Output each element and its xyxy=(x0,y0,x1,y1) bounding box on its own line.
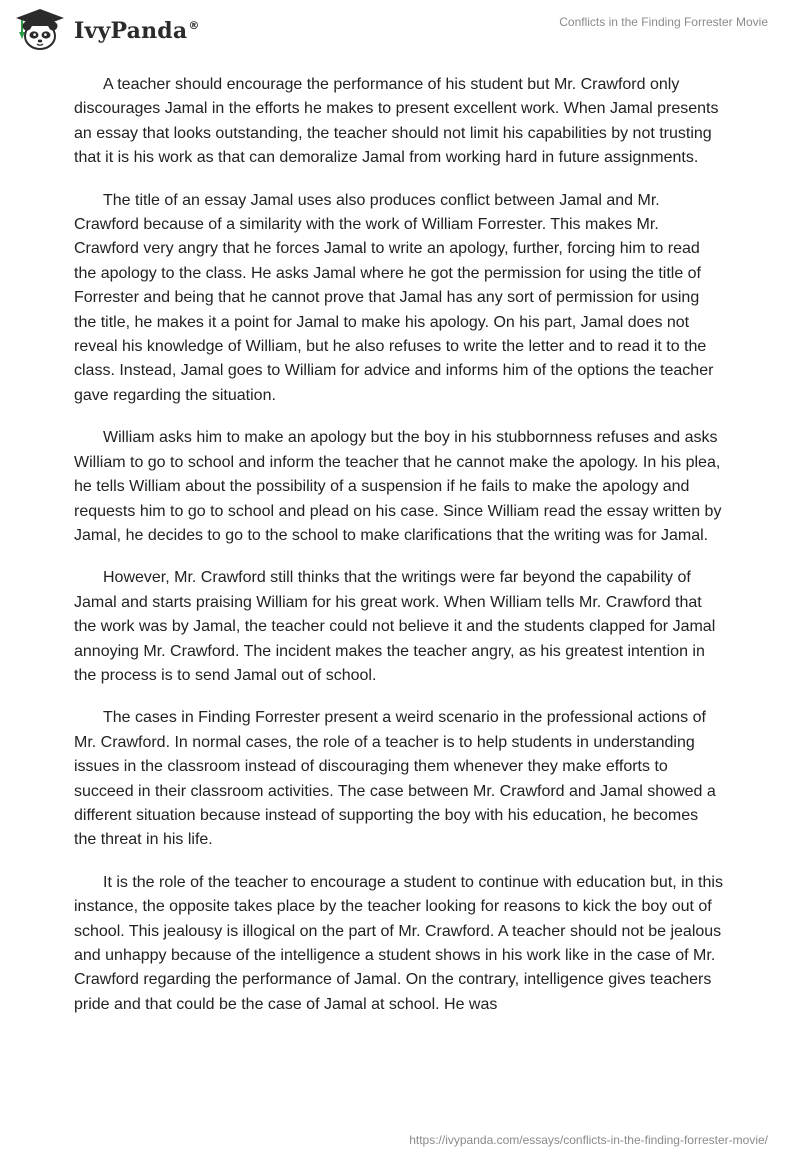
logo-wordmark: IvyPanda® xyxy=(74,18,200,44)
paragraph: The cases in Finding Forrester present a weird scenario in the professional actions of Mr. Crawford. In normal cases, the role of a teacher is to help students in understanding issues in the classroom instead of discouraging them whenever they make efforts to succeed in their classroom activities. The case between Mr. Crawford and Jamal showed a different situation because instead of supporting the boy with his education, he becomes the threat in his life. xyxy=(74,709,716,849)
paragraph: The title of an essay Jamal uses also produces conflict between Jamal and Mr. Crawford because of a similarity with the work of William Forrester. This makes Mr. Crawford very angry that he forces Jamal to write an apology, further, forcing him to read the apology to the class. He asks Jamal where he got the permission for using the title of Forrester and being that he cannot prove that Jamal has any sort of permission for using the title, he makes it a point for Jamal to make his apology. On his part, Jamal does not reveal his knowledge of William, but he also refuses to write the letter and to read it to the class. Instead, Jamal goes to William for advice and informs him of the options the teacher gave regarding the situation. xyxy=(74,191,714,404)
panda-graduate-icon xyxy=(14,8,66,52)
page-header xyxy=(0,0,800,60)
essay-body xyxy=(74,73,724,1035)
paragraph: William asks him to make an apology but the boy in his stubbornness refuses and asks William to go to school and inform the teacher that he cannot make the apology. In his plea, he tells William about the possibility of a suspension if he fails to make the apology and requests him to go to school and plead on his case. Since William read the essay written by Jamal, he decides to go to the school to make clarifications that the writing was for Jamal. xyxy=(74,429,722,544)
paragraph: A teacher should encourage the performance of his student but Mr. Crawford only discourages Jamal in the efforts he makes to present excellent work. When Jamal presents an essay that looks outstanding, the teacher should not limit his capabilities by not trusting that it is his work as that can demoralize Jamal from working hard in future assignments. xyxy=(74,76,719,167)
document-title: Conflicts in the Finding Forrester Movie xyxy=(559,15,768,29)
ivypanda-logo[interactable] xyxy=(14,8,200,52)
paragraph: However, Mr. Crawford still thinks that the writings were far beyond the capability of Jamal and starts praising William for his great work. When William tells Mr. Crawford that the work was by Jamal, the teacher could not believe it and the students clapped for Jamal annoying Mr. Crawford. The incident makes the teacher angry, as his greatest intention in the process is to send Jamal out of school. xyxy=(74,569,716,684)
footer-source-url[interactable]: https://ivypanda.com/essays/conflicts-in-the-finding-forrester-movie/ xyxy=(409,1133,768,1147)
paragraph: It is the role of the teacher to encourage a student to continue with education but, in this instance, the opposite takes place by the teacher looking for reasons to kick the boy out of school. This jealousy is illogical on the part of Mr. Crawford. A teacher should not be jealous and unhappy because of the intelligence a student shows in his work like in the case of Mr. Crawford regarding the performance of Jamal. On the contrary, intelligence gives teachers pride and that could be the case of Jamal at school. He was xyxy=(74,873,723,1013)
